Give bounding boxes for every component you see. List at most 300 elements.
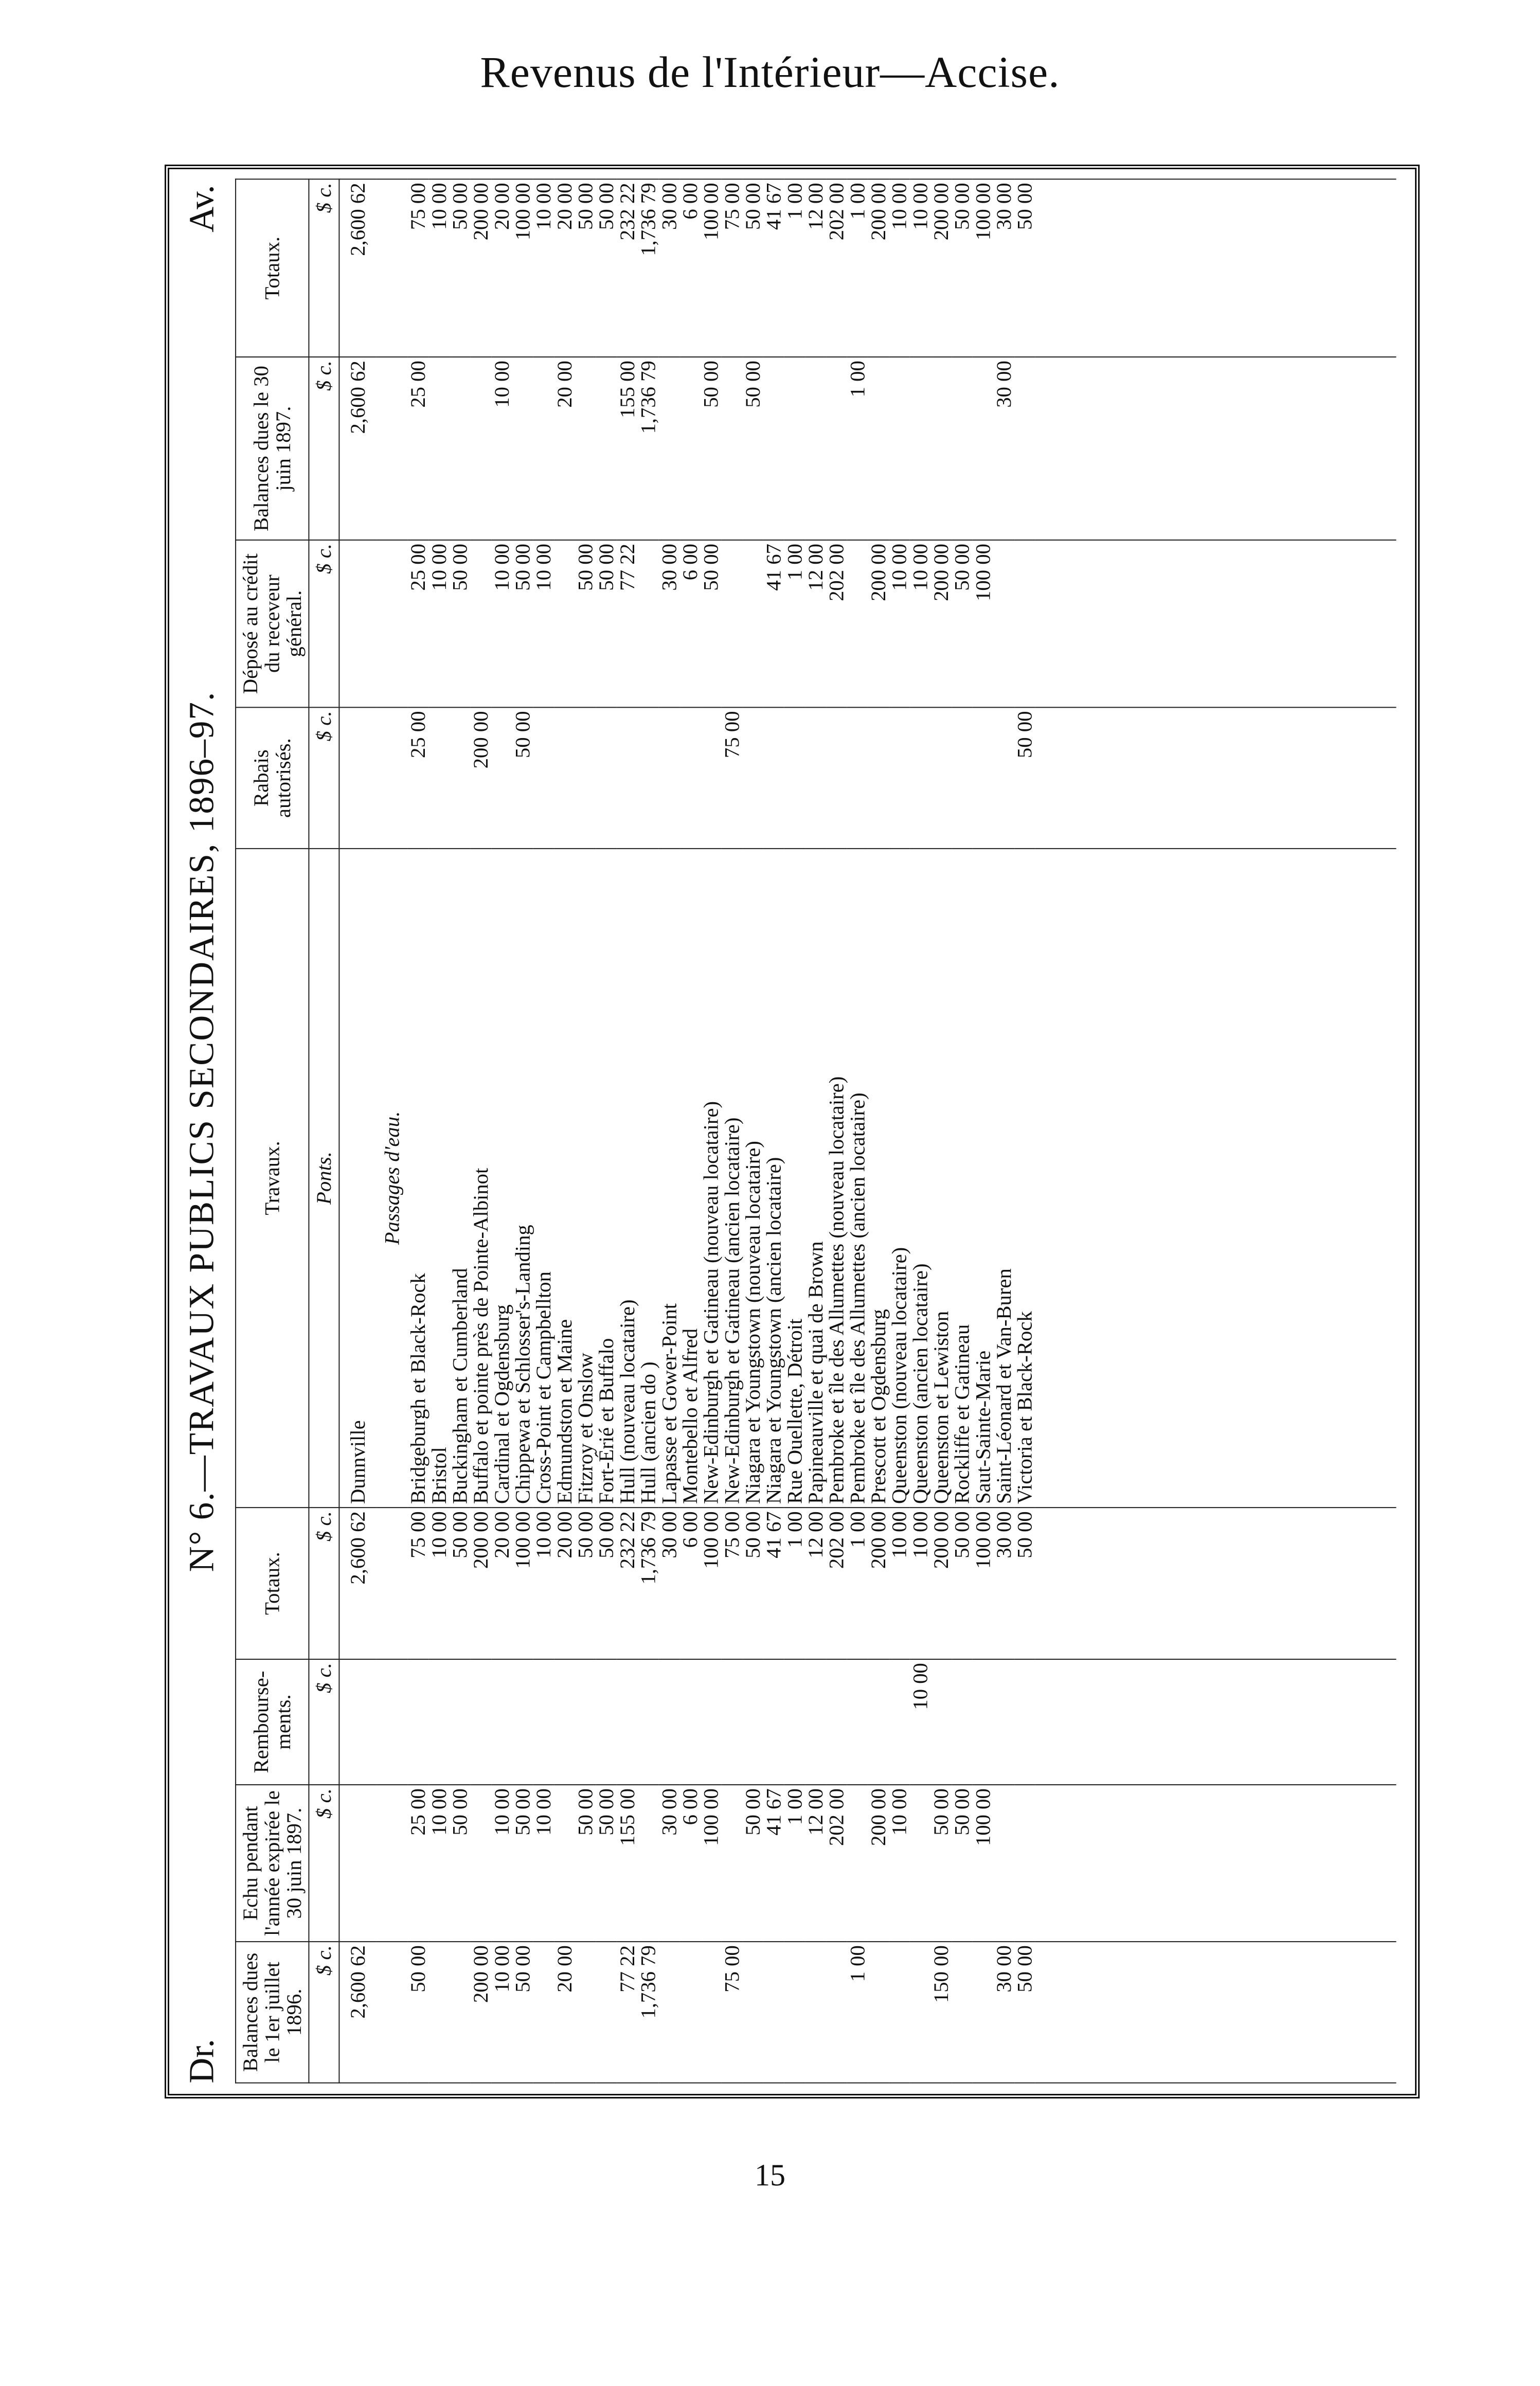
cell-depose: 77 22 (617, 540, 638, 707)
cell-travaux-name: New-Edinburgh et Gatineau (nouveau locataire) (701, 849, 722, 1508)
cell-depose: 100 00 (973, 540, 994, 707)
cell-depose (847, 540, 868, 707)
cell-totaux-av: 10 00 (428, 179, 450, 357)
table-row (826, 179, 847, 2083)
col-header-totaux-dr: Totaux. (236, 1508, 309, 1659)
cell-travaux-name: Queenston et Lewiston (930, 849, 952, 1508)
cell-travaux-name: Cross-Point et Campbellton (533, 849, 554, 1508)
cell-totaux-dr: 75 00 (408, 1508, 429, 1659)
cell-echu: 50 00 (742, 1785, 763, 1942)
cell-depose: 200 00 (930, 540, 952, 707)
cell-travaux-name: Niagara et Youngstown (nouveau locataire) (742, 849, 763, 1508)
cell-totaux-av: 50 00 (575, 179, 596, 357)
cell-totaux-dr: 50 00 (575, 1508, 596, 1659)
cell-totaux-dr: 100 00 (973, 1508, 994, 1659)
cell-rabais: 75 00 (722, 707, 743, 849)
cell-depose (471, 540, 492, 707)
table-row (889, 179, 910, 2083)
cell-travaux-name: Cardinal et Ogdensburg (491, 849, 512, 1508)
table-row (1014, 179, 1035, 2083)
cell-travaux-name: Dunnville (339, 849, 376, 1508)
cell-depose: 10 00 (428, 540, 450, 707)
debit-mark: Dr. (181, 2039, 221, 2084)
cell-echu: 50 00 (952, 1785, 973, 1942)
cell-bal-1896 (952, 1942, 973, 2083)
cell-rembourse (408, 1659, 429, 1785)
cell-bal-1897 (973, 357, 994, 540)
cell-depose: 6 00 (679, 540, 701, 707)
cell-bal-1896: 75 00 (722, 1942, 743, 2083)
unit-cell: $ c. (309, 357, 339, 540)
cell-travaux-name: Rockliffe et Gatineau (952, 849, 973, 1508)
cell-rembourse (868, 1659, 889, 1785)
cell-depose: 50 00 (512, 540, 533, 707)
cell-rabais (973, 707, 994, 849)
cell-depose: 10 00 (889, 540, 910, 707)
cell-bal-1896: 150 00 (930, 1942, 952, 2083)
cell-bal-1896: 2,600 62 (339, 1942, 376, 2083)
cell-totaux-dr: 20 00 (554, 1508, 575, 1659)
cell-totaux-av: 200 00 (471, 179, 492, 357)
cell-depose: 200 00 (868, 540, 889, 707)
empty-cell (1035, 849, 1396, 1508)
cell-totaux-av: 2,600 62 (339, 179, 376, 357)
cell-rembourse (679, 1659, 701, 1785)
cell-rembourse (450, 1659, 471, 1785)
cell-bal-1896: 1,736 79 (638, 1942, 659, 2083)
cell-depose: 50 00 (952, 540, 973, 707)
cell-rembourse (889, 1659, 910, 1785)
empty-cell (1035, 1659, 1396, 1785)
cell-bal-1897: 10 00 (491, 357, 512, 540)
cell-rembourse (491, 1659, 512, 1785)
cell-travaux-name: Bridgeburgh et Black-Rock (408, 849, 429, 1508)
cell-totaux-dr: 30 00 (993, 1508, 1014, 1659)
table-row (471, 179, 492, 2083)
cell-bal-1896 (742, 1942, 763, 2083)
cell-totaux-dr: 200 00 (471, 1508, 492, 1659)
cell-bal-1896 (575, 1942, 596, 2083)
cell-bal-1897: 25 00 (408, 357, 429, 540)
cell-rabais (952, 707, 973, 849)
cell-echu (554, 1785, 575, 1942)
table-row (847, 179, 868, 2083)
table-row (533, 179, 554, 2083)
empty-cell (377, 1785, 408, 1942)
cell-bal-1896 (701, 1942, 722, 2083)
cell-echu: 202 00 (826, 1785, 847, 1942)
cell-totaux-av: 50 00 (952, 179, 973, 357)
cell-totaux-dr: 20 00 (491, 1508, 512, 1659)
cell-totaux-av: 50 00 (742, 179, 763, 357)
cell-totaux-av: 30 00 (659, 179, 680, 357)
cell-bal-1897 (659, 357, 680, 540)
cell-rembourse (617, 1659, 638, 1785)
cell-rembourse (952, 1659, 973, 1785)
cell-travaux-name: Chippewa et Schlosser's-Landing (512, 849, 533, 1508)
cell-travaux-name: Saint-Léonard et Van-Buren (993, 849, 1014, 1508)
table-row (408, 179, 429, 2083)
cell-rabais (701, 707, 722, 849)
cell-totaux-av: 75 00 (408, 179, 429, 357)
cell-totaux-av: 1 00 (784, 179, 805, 357)
cell-rembourse (512, 1659, 533, 1785)
cell-travaux-name: Saut-Sainte-Marie (973, 849, 994, 1508)
cell-rabais (575, 707, 596, 849)
cell-echu: 6 00 (679, 1785, 701, 1942)
cell-depose: 10 00 (533, 540, 554, 707)
cell-bal-1897 (533, 357, 554, 540)
cell-totaux-av: 75 00 (722, 179, 743, 357)
col-header-depose: Déposé au crédit du receveur général. (236, 540, 309, 707)
cell-totaux-av: 202 00 (826, 179, 847, 357)
cell-travaux-name: Bristol (428, 849, 450, 1508)
col-header-travaux: Travaux. (236, 849, 309, 1508)
cell-rembourse (554, 1659, 575, 1785)
table-row (554, 179, 575, 2083)
cell-depose: 50 00 (701, 540, 722, 707)
cell-rembourse (701, 1659, 722, 1785)
cell-echu (910, 1785, 931, 1942)
cell-totaux-dr: 200 00 (930, 1508, 952, 1659)
empty-cell (377, 1942, 408, 2083)
cell-travaux-name: Queenston (nouveau locataire) (889, 849, 910, 1508)
table-row (428, 179, 450, 2083)
cell-echu (993, 1785, 1014, 1942)
cell-echu: 100 00 (701, 1785, 722, 1942)
cell-totaux-av: 232 22 (617, 179, 638, 357)
cell-rembourse (805, 1659, 826, 1785)
cell-bal-1897 (471, 357, 492, 540)
cell-totaux-av: 20 00 (491, 179, 512, 357)
cell-echu (1014, 1785, 1035, 1942)
col-header-rembourse: Rembourse-ments. (236, 1659, 309, 1785)
table-row (763, 179, 784, 2083)
cell-bal-1897 (910, 357, 931, 540)
cell-echu (847, 1785, 868, 1942)
cell-totaux-av: 20 00 (554, 179, 575, 357)
units-row (309, 179, 339, 2083)
cell-totaux-av: 30 00 (993, 179, 1014, 357)
cell-rabais (428, 707, 450, 849)
cell-totaux-dr: 100 00 (512, 1508, 533, 1659)
cell-totaux-dr: 50 00 (596, 1508, 617, 1659)
table-row (617, 179, 638, 2083)
filler-row (1035, 179, 1396, 2083)
empty-cell (1035, 1942, 1396, 2083)
cell-rabais (930, 707, 952, 849)
table-row (993, 179, 1014, 2083)
empty-cell (1035, 1785, 1396, 1942)
empty-cell (377, 357, 408, 540)
cell-echu: 200 00 (868, 1785, 889, 1942)
cell-echu: 10 00 (428, 1785, 450, 1942)
cell-totaux-av: 50 00 (450, 179, 471, 357)
cell-echu (339, 1785, 376, 1942)
empty-cell (377, 1508, 408, 1659)
cell-totaux-dr: 50 00 (450, 1508, 471, 1659)
page-header: Revenus de l'Intérieur—Accise. (480, 47, 1060, 97)
table-row (575, 179, 596, 2083)
table-row (805, 179, 826, 2083)
cell-totaux-av: 10 00 (889, 179, 910, 357)
cell-rembourse (784, 1659, 805, 1785)
cell-echu: 10 00 (533, 1785, 554, 1942)
cell-totaux-av: 1 00 (847, 179, 868, 357)
cell-bal-1897 (575, 357, 596, 540)
col-header-rabais: Rabais autorisés. (236, 707, 309, 849)
table-title: N° 6.—TRAVAUX PUBLICS SECONDAIRES, 1896–97. (181, 691, 221, 1572)
page-number: 15 (755, 2158, 785, 2192)
table-row (910, 179, 931, 2083)
cell-travaux-name: Montebello et Alfred (679, 849, 701, 1508)
cell-depose: 10 00 (910, 540, 931, 707)
column-header-row (236, 179, 309, 2083)
table-row (339, 179, 376, 2083)
cell-bal-1897 (763, 357, 784, 540)
cell-travaux-name: Fort-Érié et Buffalo (596, 849, 617, 1508)
cell-totaux-av: 200 00 (930, 179, 952, 357)
unit-cell: $ c. (309, 1659, 339, 1785)
table-row (659, 179, 680, 2083)
cell-bal-1897 (784, 357, 805, 540)
table-row (930, 179, 952, 2083)
cell-bal-1897 (1014, 357, 1035, 540)
unit-cell: $ c. (309, 179, 339, 357)
cell-bal-1897: 2,600 62 (339, 357, 376, 540)
table-row (701, 179, 722, 2083)
cell-rembourse (763, 1659, 784, 1785)
credit-mark: Av. (181, 185, 221, 232)
empty-cell (377, 1659, 408, 1785)
cell-bal-1896 (826, 1942, 847, 2083)
empty-cell (1035, 179, 1396, 357)
cell-depose: 41 67 (763, 540, 784, 707)
cell-bal-1896: 200 00 (471, 1942, 492, 2083)
cell-totaux-dr: 200 00 (868, 1508, 889, 1659)
table-row (596, 179, 617, 2083)
cell-bal-1896: 20 00 (554, 1942, 575, 2083)
cell-bal-1896 (679, 1942, 701, 2083)
cell-bal-1896: 30 00 (993, 1942, 1014, 2083)
cell-echu: 10 00 (491, 1785, 512, 1942)
cell-bal-1896 (533, 1942, 554, 2083)
cell-travaux-name: Victoria et Black-Rock (1014, 849, 1035, 1508)
table-row (450, 179, 471, 2083)
unit-cell: $ c. (309, 1785, 339, 1942)
cell-totaux-av: 10 00 (533, 179, 554, 357)
unit-cell: $ c. (309, 540, 339, 707)
cell-depose: 50 00 (596, 540, 617, 707)
cell-bal-1897 (428, 357, 450, 540)
cell-bal-1896: 50 00 (1014, 1942, 1035, 2083)
cell-bal-1897 (596, 357, 617, 540)
cell-travaux-name: Lapasse et Gower-Point (659, 849, 680, 1508)
cell-rembourse (722, 1659, 743, 1785)
cell-bal-1897 (512, 357, 533, 540)
cell-rembourse (742, 1659, 763, 1785)
cell-echu: 1 00 (784, 1785, 805, 1942)
cell-totaux-av: 6 00 (679, 179, 701, 357)
cell-bal-1896 (889, 1942, 910, 2083)
cell-totaux-dr: 10 00 (428, 1508, 450, 1659)
cell-rabais (868, 707, 889, 849)
cell-totaux-av: 10 00 (910, 179, 931, 357)
cell-depose: 30 00 (659, 540, 680, 707)
cell-rabais (617, 707, 638, 849)
cell-totaux-av: 100 00 (701, 179, 722, 357)
cell-travaux-name: Hull (nouveau locataire) (617, 849, 638, 1508)
cell-rembourse (471, 1659, 492, 1785)
cell-echu: 50 00 (450, 1785, 471, 1942)
cell-bal-1896: 10 00 (491, 1942, 512, 2083)
cell-bal-1897 (868, 357, 889, 540)
cell-echu: 25 00 (408, 1785, 429, 1942)
cell-rabais: 50 00 (512, 707, 533, 849)
cell-totaux-av: 12 00 (805, 179, 826, 357)
cell-bal-1896: 50 00 (512, 1942, 533, 2083)
cell-rembourse (638, 1659, 659, 1785)
cell-bal-1896: 50 00 (408, 1942, 429, 2083)
empty-cell (1035, 1508, 1396, 1659)
cell-totaux-dr: 50 00 (742, 1508, 763, 1659)
cell-totaux-dr: 1 00 (784, 1508, 805, 1659)
cell-echu: 12 00 (805, 1785, 826, 1942)
cell-rabais: 200 00 (471, 707, 492, 849)
cell-depose: 50 00 (575, 540, 596, 707)
cell-echu: 155 00 (617, 1785, 638, 1942)
empty-cell (377, 540, 408, 707)
cell-travaux-name: Queenston (ancien locataire) (910, 849, 931, 1508)
cell-rabais (910, 707, 931, 849)
cell-echu: 50 00 (596, 1785, 617, 1942)
cell-totaux-dr: 1,736 79 (638, 1508, 659, 1659)
empty-cell (377, 707, 408, 849)
table-row (512, 179, 533, 2083)
cell-bal-1896 (450, 1942, 471, 2083)
cell-echu (722, 1785, 743, 1942)
section-heading-ponts: Ponts. (309, 849, 339, 1508)
cell-bal-1896 (910, 1942, 931, 2083)
table-row (952, 179, 973, 2083)
cell-travaux-name: Papineauville et quai de Brown (805, 849, 826, 1508)
cell-rembourse (428, 1659, 450, 1785)
cell-rembourse (596, 1659, 617, 1785)
cell-bal-1897 (889, 357, 910, 540)
cell-rabais (784, 707, 805, 849)
table-row (722, 179, 743, 2083)
rotated-table-container (177, 169, 1407, 2094)
cell-totaux-dr: 50 00 (952, 1508, 973, 1659)
cell-bal-1897 (805, 357, 826, 540)
cell-bal-1896 (805, 1942, 826, 2083)
cell-rabais (826, 707, 847, 849)
cell-rabais (596, 707, 617, 849)
col-header-echu: Echu pendant l'année expirée le 30 juin 1897. (236, 1785, 309, 1942)
table-row (638, 179, 659, 2083)
col-header-bal-1896: Balances dues le 1er juillet 1896. (236, 1942, 309, 2083)
cell-rabais (638, 707, 659, 849)
cell-echu: 10 00 (889, 1785, 910, 1942)
cell-depose: 10 00 (491, 540, 512, 707)
cell-depose (554, 540, 575, 707)
cell-rabais (805, 707, 826, 849)
cell-totaux-dr: 2,600 62 (339, 1508, 376, 1659)
cell-travaux-name: Fitzroy et Onslow (575, 849, 596, 1508)
cell-rabais (339, 707, 376, 849)
cell-rembourse (575, 1659, 596, 1785)
cell-rabais (679, 707, 701, 849)
cell-rabais (763, 707, 784, 849)
cell-echu: 50 00 (575, 1785, 596, 1942)
cell-rabais: 25 00 (408, 707, 429, 849)
cell-rabais (450, 707, 471, 849)
cell-bal-1896: 1 00 (847, 1942, 868, 2083)
cell-echu (471, 1785, 492, 1942)
cell-rabais (742, 707, 763, 849)
empty-cell (1035, 707, 1396, 849)
cell-travaux-name: Prescott et Ogdensburg (868, 849, 889, 1508)
cell-travaux-name: Pembroke et île des Allumettes (nouveau locataire) (826, 849, 847, 1508)
cell-totaux-dr: 100 00 (701, 1508, 722, 1659)
cell-travaux-name: Buckingham et Cumberland (450, 849, 471, 1508)
cell-totaux-dr: 41 67 (763, 1508, 784, 1659)
cell-totaux-dr: 12 00 (805, 1508, 826, 1659)
cell-totaux-av: 100 00 (512, 179, 533, 357)
cell-totaux-dr: 6 00 (679, 1508, 701, 1659)
cell-echu: 50 00 (512, 1785, 533, 1942)
cell-bal-1896 (763, 1942, 784, 2083)
cell-travaux-name: New-Edinburgh et Gatineau (ancien locataire) (722, 849, 743, 1508)
cell-rembourse (659, 1659, 680, 1785)
table-row (868, 179, 889, 2083)
cell-bal-1897 (679, 357, 701, 540)
cell-depose: 25 00 (408, 540, 429, 707)
cell-rembourse (973, 1659, 994, 1785)
empty-cell (1035, 357, 1396, 540)
cell-rembourse (1014, 1659, 1035, 1785)
unit-cell: $ c. (309, 1508, 339, 1659)
cell-depose (993, 540, 1014, 707)
cell-travaux-name: Niagara et Youngstown (ancien locataire) (763, 849, 784, 1508)
cell-totaux-dr: 30 00 (659, 1508, 680, 1659)
cell-depose (1014, 540, 1035, 707)
cell-bal-1896 (784, 1942, 805, 2083)
cell-depose (638, 540, 659, 707)
cell-echu (638, 1785, 659, 1942)
cell-depose (339, 540, 376, 707)
cell-echu: 30 00 (659, 1785, 680, 1942)
section-heading-passages: Passages d'eau. (377, 849, 408, 1508)
col-header-bal-1897: Balances dues le 30 juin 1897. (236, 357, 309, 540)
cell-bal-1896: 77 22 (617, 1942, 638, 2083)
cell-totaux-dr: 50 00 (1014, 1508, 1035, 1659)
cell-bal-1897: 1 00 (847, 357, 868, 540)
cell-totaux-av: 200 00 (868, 179, 889, 357)
cell-totaux-dr: 232 22 (617, 1508, 638, 1659)
table-row (742, 179, 763, 2083)
cell-bal-1897: 155 00 (617, 357, 638, 540)
cell-rembourse (993, 1659, 1014, 1785)
unit-cell: $ c. (309, 707, 339, 849)
cell-depose: 12 00 (805, 540, 826, 707)
cell-travaux-name: Rue Ouellette, Détroit (784, 849, 805, 1508)
cell-travaux-name: Hull (ancien do ) (638, 849, 659, 1508)
cell-rabais (889, 707, 910, 849)
cell-bal-1896 (659, 1942, 680, 2083)
table-row (784, 179, 805, 2083)
cell-travaux-name: Edmundston et Maine (554, 849, 575, 1508)
